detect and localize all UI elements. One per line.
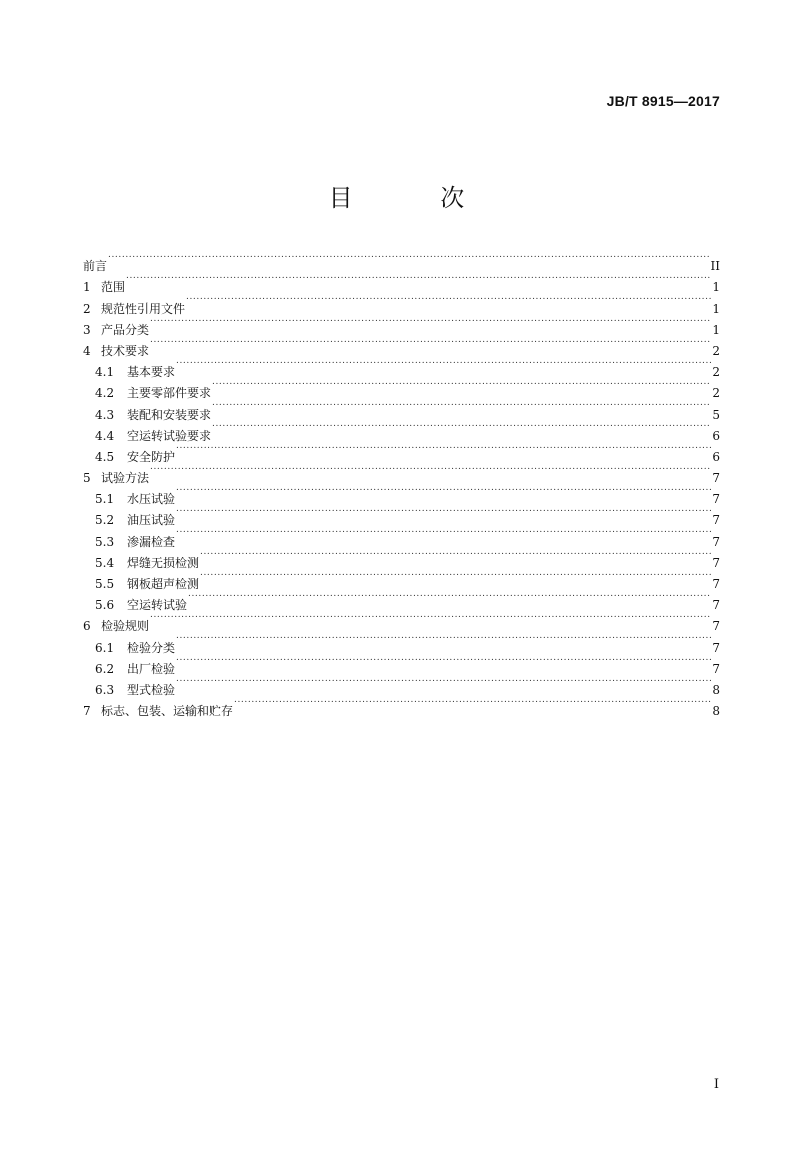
toc-dot-leader (176, 524, 711, 545)
toc-dot-leader (176, 482, 711, 503)
toc-entry-label: 渗漏检查 (127, 534, 176, 549)
toc-entry-page: 2 (712, 386, 720, 401)
toc-entry-page: 7 (712, 555, 720, 570)
toc-entry[interactable] (83, 482, 720, 507)
toc-entry[interactable] (83, 249, 720, 274)
toc-entry-page: 5 (712, 407, 720, 422)
toc-dot-leader (188, 588, 711, 609)
toc-entry-page: 2 (712, 365, 720, 380)
toc-entry-number: 6.1 (95, 640, 115, 655)
toc-entry-label: 水压试验 (127, 492, 176, 507)
toc-entry-number: 4.1 (95, 365, 115, 380)
toc-entry[interactable] (83, 652, 720, 676)
toc-entry-number: 4.3 (95, 407, 115, 422)
toc-entry-label: 产品分类 (101, 322, 150, 337)
toc-entry-label: 范围 (101, 280, 126, 295)
toc-entry-number: 5.1 (95, 492, 115, 507)
toc-entry-page: 7 (712, 619, 720, 634)
toc-dot-leader (212, 397, 711, 418)
toc-entry[interactable] (83, 376, 720, 401)
toc-entry[interactable] (83, 291, 720, 316)
toc-entry-label: 装配和安装要求 (127, 407, 212, 422)
toc-entry[interactable] (83, 524, 720, 549)
toc-entry-number: 5.4 (95, 555, 115, 570)
toc-entry-number: 4.5 (95, 449, 115, 464)
toc-entry-page: 7 (712, 577, 720, 591)
toc-entry-page: 6 (712, 449, 720, 464)
toc-entry-number: 5.6 (95, 598, 115, 613)
toc-entry-label: 前言 (83, 259, 108, 274)
toc-dot-leader (176, 355, 711, 376)
toc-entry-label: 钢板超声检测 (127, 577, 200, 591)
toc-entry-label: 主要零部件要求 (127, 386, 212, 401)
standard-code: JB/T 8915—2017 (606, 93, 720, 109)
toc-entry-number: 4.4 (95, 428, 115, 443)
toc-dot-leader (126, 270, 711, 291)
toc-entry-number: 4.2 (95, 386, 115, 401)
toc-entry[interactable] (83, 673, 720, 697)
toc-entry[interactable] (83, 461, 720, 486)
toc-entry-label: 标志、包装、运输和贮存 (101, 704, 234, 719)
toc-entry-number: 5.2 (95, 513, 115, 528)
toc-entry-page: II (710, 259, 720, 274)
toc-entry-number: 4 (83, 343, 91, 358)
toc-dot-leader (212, 376, 711, 397)
page-title: 目 次 (328, 184, 505, 212)
toc-entry-number: 2 (83, 301, 91, 316)
toc-dot-leader (234, 694, 711, 715)
toc-dot-leader (176, 440, 711, 461)
toc-entry[interactable] (83, 630, 720, 655)
toc-entry[interactable] (83, 270, 720, 295)
toc-entry-label: 出厂检验 (127, 661, 176, 676)
toc-entry-label: 空运转试验 (127, 598, 188, 613)
toc-entry[interactable] (83, 546, 720, 570)
toc-entry-page: 7 (712, 661, 720, 676)
page-number: I (713, 1077, 719, 1092)
toc-dot-leader (200, 546, 711, 567)
toc-dot-leader (176, 503, 711, 524)
toc-entry-label: 试验方法 (101, 471, 150, 486)
toc-entry-label: 技术要求 (101, 343, 150, 358)
toc-entry-label: 检验规则 (101, 619, 150, 634)
toc-entry-label: 焊缝无损检测 (127, 555, 200, 570)
toc-dot-leader (150, 313, 711, 334)
toc-entry[interactable] (83, 503, 720, 528)
toc-entry-page: 8 (712, 682, 720, 697)
toc-entry-number: 7 (83, 704, 91, 719)
toc-dot-leader (150, 609, 711, 630)
toc-entry-page: 8 (712, 704, 720, 719)
toc-entry[interactable] (83, 609, 720, 634)
toc-entry[interactable] (83, 694, 720, 719)
toc-entry-page: 6 (712, 428, 720, 443)
toc-entry-page: 7 (712, 513, 720, 528)
toc-entry-page: 7 (712, 640, 720, 655)
toc-entry-label: 安全防护 (127, 449, 176, 464)
toc-entry-page: 7 (712, 471, 720, 486)
toc-entry-number: 6.3 (95, 682, 115, 697)
toc-entry-number: 3 (83, 322, 91, 337)
toc-entry-label: 空运转试验要求 (127, 428, 212, 443)
toc-dot-leader (108, 249, 710, 270)
toc-dot-leader (186, 291, 711, 312)
toc-entry-page: 1 (712, 280, 720, 295)
toc-entry[interactable] (83, 355, 720, 380)
toc-dot-leader (200, 567, 711, 588)
toc-entry-label: 型式检验 (127, 682, 176, 697)
toc-entry-number: 5.5 (95, 577, 115, 591)
toc-entry-label: 油压试验 (127, 513, 176, 528)
toc-entry-number: 1 (83, 280, 91, 295)
toc-entry-label: 基本要求 (127, 365, 176, 380)
toc-entry-number: 5.3 (95, 534, 115, 549)
toc-entry-page: 2 (712, 343, 720, 358)
toc-entry[interactable] (83, 440, 720, 464)
toc-entry-page: 1 (712, 322, 720, 337)
toc-entry[interactable] (83, 334, 720, 358)
toc-entry-page: 1 (712, 301, 720, 316)
toc-dot-leader (150, 334, 711, 355)
toc-dot-leader (176, 652, 711, 673)
toc-entry-number: 5 (83, 471, 91, 486)
toc-entry-label: 检验分类 (127, 640, 176, 655)
toc-entry-number: 6.2 (95, 661, 115, 676)
table-of-contents (83, 249, 720, 719)
toc-entry[interactable] (83, 313, 720, 337)
toc-entry-label: 规范性引用文件 (101, 301, 186, 316)
toc-entry-number: 6 (83, 619, 91, 634)
toc-entry-page: 7 (712, 598, 720, 613)
toc-dot-leader (176, 673, 711, 694)
toc-dot-leader (212, 419, 711, 440)
toc-entry-page: 7 (712, 492, 720, 507)
toc-dot-leader (176, 630, 711, 651)
toc-entry-page: 7 (712, 534, 720, 549)
toc-dot-leader (150, 461, 711, 482)
